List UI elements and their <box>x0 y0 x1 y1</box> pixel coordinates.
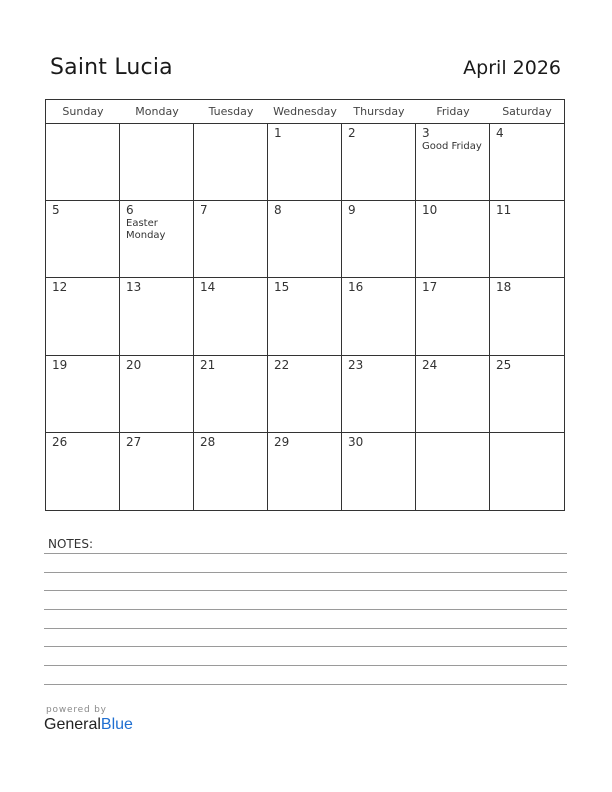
day-number: 26 <box>52 434 68 449</box>
brand-blue-text: Blue <box>100 716 133 733</box>
calendar-day-cell <box>268 278 342 355</box>
day-number: 11 <box>496 203 512 218</box>
calendar-country-title: Saint Lucia <box>50 55 173 80</box>
notes-line <box>44 665 567 666</box>
calendar-day-cell <box>490 278 564 355</box>
day-number: 30 <box>348 434 364 449</box>
day-number: 18 <box>496 280 512 295</box>
calendar-day-cell <box>120 356 194 433</box>
weekday-tuesday: Tuesday <box>208 105 254 118</box>
calendar-day-cell <box>490 201 564 278</box>
weekday-thursday: Thursday <box>353 105 405 118</box>
notes-line <box>44 609 567 610</box>
weekday-header-row <box>46 100 564 124</box>
calendar-day-cell <box>120 201 194 278</box>
calendar-day-cell <box>194 278 268 355</box>
notes-line <box>44 628 567 629</box>
day-number: 13 <box>126 280 142 295</box>
day-number: 16 <box>348 280 364 295</box>
calendar-day-cell <box>120 124 194 201</box>
day-number: 4 <box>496 126 504 140</box>
calendar-day-cell <box>46 124 120 201</box>
weekday-monday: Monday <box>135 105 179 118</box>
calendar-day-cell <box>268 356 342 433</box>
calendar-day-cell <box>416 433 490 510</box>
day-number: 20 <box>126 357 142 372</box>
generalblue-logo <box>44 716 133 734</box>
notes-line <box>44 572 567 573</box>
weekday-friday: Friday <box>436 105 470 118</box>
day-number: 17 <box>422 280 438 295</box>
brand-general-text: General <box>44 716 101 733</box>
calendar-day-cell <box>120 278 194 355</box>
weekday-wednesday: Wednesday <box>273 105 337 118</box>
calendar-day-cell <box>268 433 342 510</box>
calendar-day-cell <box>46 278 120 355</box>
calendar-day-cell <box>268 201 342 278</box>
notes-line <box>44 553 567 554</box>
notes-line <box>44 646 567 647</box>
day-number: 22 <box>274 357 290 372</box>
day-number: 9 <box>348 203 356 218</box>
holiday-label: Good Friday <box>422 141 482 152</box>
calendar-day-cell <box>416 124 490 201</box>
calendar-day-cell <box>194 356 268 433</box>
day-number: 8 <box>274 203 282 218</box>
day-number: 24 <box>422 357 438 372</box>
day-number: 27 <box>126 434 142 449</box>
holiday-label: Easter Monday <box>126 218 166 242</box>
calendar-day-cell <box>46 356 120 433</box>
calendar-day-cell <box>416 201 490 278</box>
notes-label: NOTES: <box>48 537 93 551</box>
calendar-day-cell <box>490 356 564 433</box>
powered-by-text: powered by <box>46 705 107 715</box>
weekday-sunday: Sunday <box>62 105 104 118</box>
day-number: 19 <box>52 357 68 372</box>
weekday-saturday: Saturday <box>502 105 552 118</box>
day-number: 15 <box>274 280 290 295</box>
calendar-day-cell <box>194 201 268 278</box>
calendar-day-cell <box>416 278 490 355</box>
calendar-day-cell <box>342 201 416 278</box>
calendar-day-cell <box>416 356 490 433</box>
calendar-day-cell <box>490 433 564 510</box>
day-number: 7 <box>200 203 208 218</box>
day-number: 2 <box>348 126 356 140</box>
month-calendar-grid <box>45 99 565 511</box>
day-number: 10 <box>422 203 438 218</box>
calendar-day-cell <box>342 278 416 355</box>
day-number: 29 <box>274 434 290 449</box>
day-number: 3 <box>422 126 430 140</box>
day-number: 6 <box>126 203 134 218</box>
calendar-day-cell <box>194 433 268 510</box>
calendar-day-cell <box>342 124 416 201</box>
calendar-day-cell <box>46 433 120 510</box>
day-number: 23 <box>348 357 364 372</box>
day-number: 21 <box>200 357 216 372</box>
calendar-day-cell <box>268 124 342 201</box>
calendar-day-cell <box>342 356 416 433</box>
day-number: 1 <box>274 126 282 140</box>
day-number: 25 <box>496 357 512 372</box>
calendar-day-cell <box>490 124 564 201</box>
day-number: 12 <box>52 280 68 295</box>
day-number: 28 <box>200 434 216 449</box>
calendar-day-cell <box>46 201 120 278</box>
day-number: 5 <box>52 203 60 218</box>
calendar-days-grid <box>46 124 564 510</box>
calendar-day-cell <box>194 124 268 201</box>
day-number: 14 <box>200 280 216 295</box>
notes-line <box>44 684 567 685</box>
calendar-day-cell <box>120 433 194 510</box>
notes-line <box>44 590 567 591</box>
calendar-month-title: April 2026 <box>463 57 561 79</box>
calendar-day-cell <box>342 433 416 510</box>
